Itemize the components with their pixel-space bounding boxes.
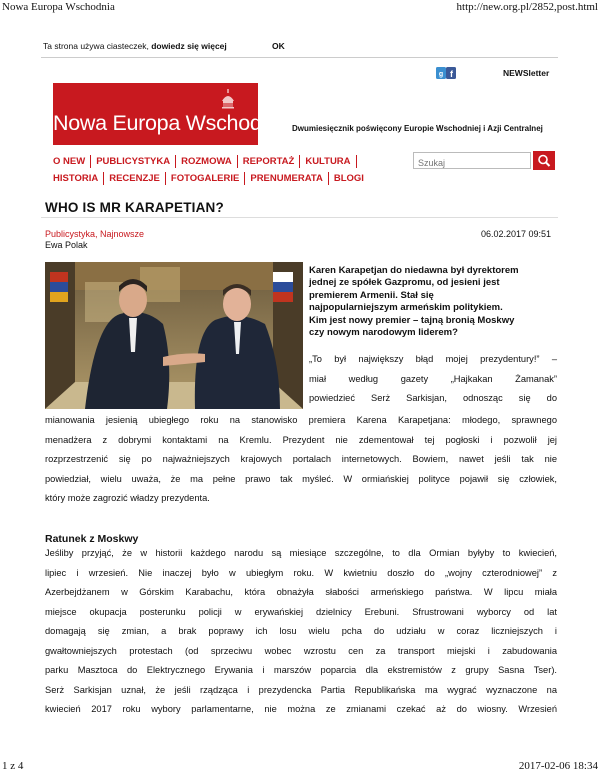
article-photo [45,262,303,409]
google-plus-icon[interactable] [436,67,446,79]
paragraph-1 [45,411,557,509]
body-line: który może zagrozić władzy prezydenta. [45,493,210,503]
search-box [413,152,531,169]
cookie-text: Ta strona używa ciasteczek, [43,41,152,51]
search-button[interactable] [533,151,555,170]
dome-icon [220,89,236,109]
body-line: kwiecień 2017 roku wybory parlamentarne, nie można ze zmianami czekać aż do wiosny. Wrzesień [45,704,557,714]
section-heading: Ratunek z Moskwy [45,533,139,545]
site-logo[interactable] [53,83,290,145]
body-line: rozprzestrzenić się po najważniejszych krajowych portalach internetowych. Bowiem, nawet jeśli tak nie [45,454,557,464]
nav-row-1 [53,155,357,168]
facebook-icon[interactable] [446,67,456,79]
body-line: Azerbejdżanem w Górskim Karabachu, która obnażyła słabości armeńskiego państwa. W lipcu miała [45,587,557,597]
tagline: Dwumiesięcznik poświęcony Europie Wschodniej i Azji Centralnej [292,124,543,133]
divider [41,217,558,218]
lead-line: Kim jest nowy premier – tajną bronią Moskwy [309,314,515,326]
lead-line: Karen Karapetjan do niedawna był dyrektorem [309,265,519,276]
nav-item-publicystyka[interactable]: PUBLICYSTYKA [91,155,176,168]
nav-item-recenzje[interactable]: RECENZJE [104,172,166,185]
print-header-url: http://new.org.pl/2852,post.html [456,1,598,13]
svg-text:g: g [438,71,444,78]
body-line: gwałtowniejszych protestach (od sprzeciwu wobec wzrostu cen za transport miejski i zabudowania [45,645,557,656]
search-icon [533,151,555,170]
paragraph-1-side [309,350,557,409]
nav-item-fotogalerie[interactable]: FOTOGALERIE [166,172,245,185]
article-title: WHO IS MR KARAPETIAN? [45,200,224,215]
body-line: Jeśliby przyjąć, że w historii każdego narodu są miesiące szczególne, to dla Ormian byłyby to kwiecień, [45,548,557,558]
article-author: Ewa Polak [45,240,88,250]
logo-text: Nowa Europa Wschodnia [53,111,290,135]
lead-line: najpopularniejszym armeńskim politykiem. [309,302,503,314]
body-line: mianowania jesienią ubiegłego roku na stanowisko premiera Karena Karapetjana: młodego, sprawnego [45,415,557,425]
divider [41,57,558,58]
nav-row-2 [53,172,369,185]
nav-item-prenumerata[interactable]: PRENUMERATA [245,172,328,185]
lead-line: jednej ze spółek Gazpromu, od jesieni jest [309,277,500,289]
article-categories[interactable]: Publicystyka, Najnowsze [45,229,145,239]
social-icons [436,66,456,84]
body-line: menadżera z dobrymi kontaktami na Kremlu. Prezydent nie zdementował tej pogłoski i pozwolił jej [45,434,557,445]
nav-item-blogi[interactable]: BLOGI [333,173,364,184]
nav-item-reportaz[interactable]: REPORTAŻ [238,155,301,168]
print-header-title: Nowa Europa Wschodnia [2,1,115,13]
body-line: powiedzieć Serż Sarkisjan, odnosząc się do [309,393,557,403]
nav-item-kultura[interactable]: KULTURA [300,155,356,168]
paragraph-2 [45,544,557,720]
search-input[interactable] [414,156,530,171]
nav-item-o-new[interactable]: O NEW [53,155,91,168]
body-line: Serż Sarkisjan uznał, że jeśli rządząca i prezydencka Partia Republikańska ma wygrać wyznaczone na [45,684,557,695]
article-date: 06.02.2017 09:51 [481,229,552,239]
body-line: domagają się zmian, a brak poprawy ich losu wielu pcha do udziału w coraz liczniejszych i [45,626,557,636]
body-line: „To był największy błąd mojej prezydentury!” – [309,354,557,364]
lead-line: premierem Armenii. Stał się [309,289,434,301]
body-line: parku Masztoca do Elektrycznego Erywania i marszów poparcia dla ekstremistów z grupy Sasna Tser). [45,665,557,675]
body-line: miejsce okupacja posterunku policji w erywańskiej dzielnicy Erebuni. Sfrustrowani wyborcy od lat [45,606,557,617]
print-footer-page: 1 z 4 [2,760,24,772]
print-footer-timestamp: 2017-02-06 18:34 [518,760,598,772]
body-line: miał według gazety „Hajkakan Żamanak” [309,373,557,384]
nav-item-rozmowa[interactable]: ROZMOWA [176,155,238,168]
body-line: powiedział, wielu uważa, że ma pełne prawo tak myśleć. W ormiańskiej polityce pojawił się człowiek, [45,473,557,484]
cookie-ok-button[interactable]: OK [272,41,285,51]
cookie-more-link[interactable]: dowiedz się więcej [151,41,227,51]
lead-line: czy nowym narodowym liderem? [309,327,458,339]
newsletter-link[interactable]: NEWSletter [503,68,550,78]
svg-text:f: f [450,69,453,79]
body-line: lipiec i wrzesień. Nie inaczej było w ubiegłym roku. W kwietniu doszło do „wojny czterodniowej” z [45,567,557,578]
cookie-notice [43,41,227,51]
article-lead [309,265,557,339]
nav-item-historia[interactable]: HISTORIA [53,172,104,185]
